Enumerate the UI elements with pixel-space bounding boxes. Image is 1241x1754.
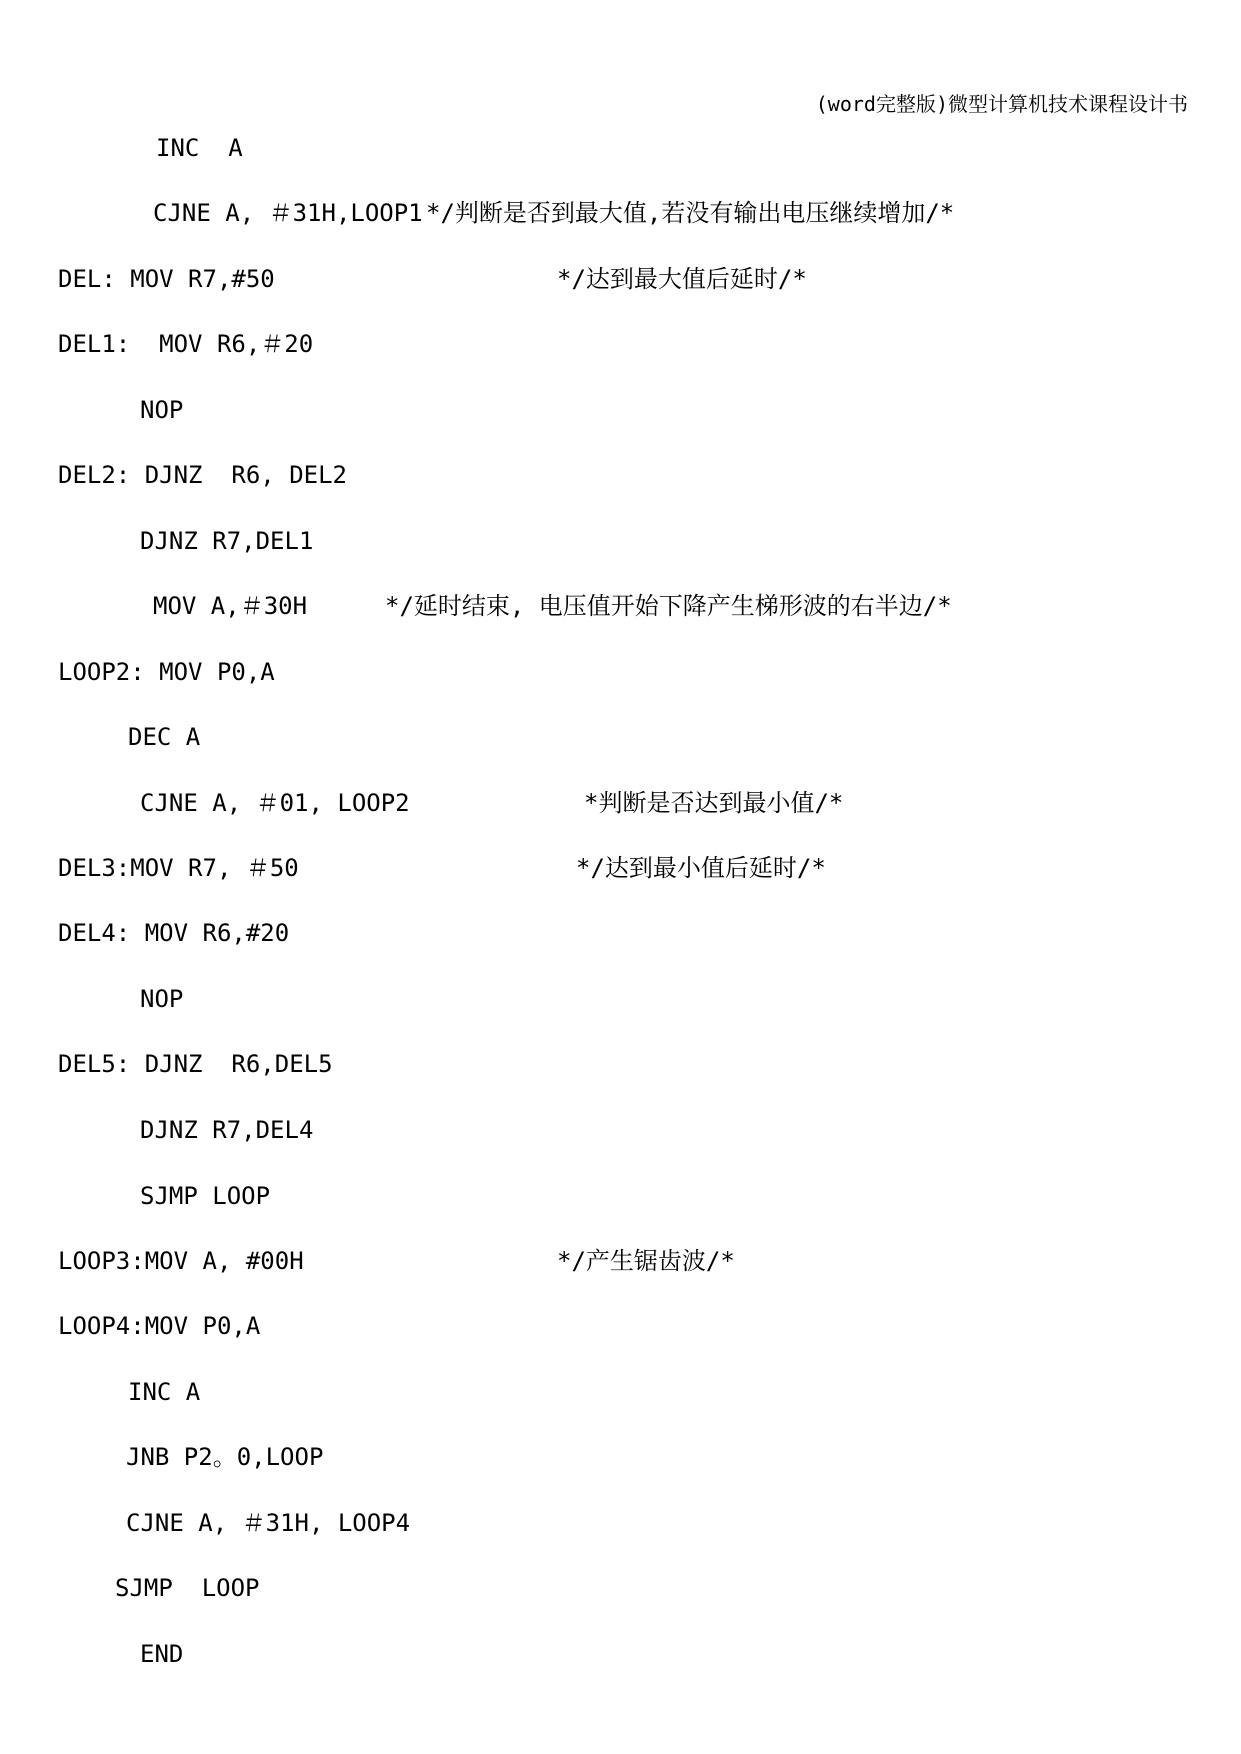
code-line bbox=[0, 526, 314, 556]
code-text: NOP bbox=[140, 396, 184, 424]
code-line bbox=[0, 395, 184, 425]
code-line bbox=[0, 853, 826, 883]
code-line bbox=[0, 1442, 324, 1472]
code-line bbox=[0, 722, 201, 752]
code-text: LOOP3:MOV A, #00H bbox=[58, 1247, 304, 1275]
code-text: CJNE A, ＃31H,LOOP1 bbox=[153, 199, 423, 227]
code-text: DEL1: MOV R6,＃20 bbox=[58, 330, 314, 358]
code-line bbox=[0, 591, 952, 621]
code-text: SJMP LOOP bbox=[115, 1574, 260, 1602]
code-line bbox=[0, 1181, 271, 1211]
code-line bbox=[0, 264, 807, 294]
code-text: DEL: MOV R7,#50 bbox=[58, 265, 275, 293]
code-line bbox=[0, 198, 955, 228]
code-text: MOV A,＃30H bbox=[153, 592, 308, 620]
code-text: INC A bbox=[156, 134, 243, 162]
code-line bbox=[0, 1639, 184, 1669]
code-text: DEL5: DJNZ R6,DEL5 bbox=[58, 1050, 333, 1078]
code-line bbox=[0, 788, 844, 818]
code-line bbox=[0, 1115, 314, 1145]
code-line bbox=[0, 1573, 260, 1603]
code-text: DEC A bbox=[128, 723, 201, 751]
code-text: DJNZ R7,DEL1 bbox=[140, 527, 314, 555]
code-text: LOOP4:MOV P0,A bbox=[58, 1312, 261, 1340]
code-text: SJMP LOOP bbox=[140, 1182, 271, 1210]
code-text: END bbox=[140, 1640, 184, 1668]
code-line bbox=[0, 918, 290, 948]
code-line bbox=[0, 460, 347, 490]
code-text: DEL2: DJNZ R6, DEL2 bbox=[58, 461, 347, 489]
code-line bbox=[0, 1049, 333, 1079]
code-text: CJNE A, ＃01, LOOP2 bbox=[140, 789, 410, 817]
code-text: DEL4: MOV R6,#20 bbox=[58, 919, 290, 947]
code-comment: */判断是否到最大值,若没有输出电压继续增加/* bbox=[426, 199, 955, 227]
code-line bbox=[0, 329, 314, 359]
code-comment: */延时结束, 电压值开始下降产生梯形波的右半边/* bbox=[385, 592, 952, 620]
code-text: NOP bbox=[140, 985, 184, 1013]
code-comment: *判断是否达到最小值/* bbox=[584, 789, 844, 817]
code-line bbox=[0, 657, 275, 687]
code-text: LOOP2: MOV P0,A bbox=[58, 658, 275, 686]
code-line bbox=[0, 133, 243, 163]
code-comment: */达到最小值后延时/* bbox=[576, 854, 826, 882]
page-header: (word完整版)微型计算机技术课程设计书 bbox=[815, 92, 1188, 116]
code-text: DEL3:MOV R7, ＃50 bbox=[58, 854, 299, 882]
code-text: JNB P2。0,LOOP bbox=[126, 1443, 324, 1471]
code-comment: */达到最大值后延时/* bbox=[557, 265, 807, 293]
code-line bbox=[0, 1246, 735, 1276]
code-text: DJNZ R7,DEL4 bbox=[140, 1116, 314, 1144]
code-line bbox=[0, 1377, 201, 1407]
code-text: INC A bbox=[128, 1378, 201, 1406]
code-text: CJNE A, ＃31H, LOOP4 bbox=[126, 1509, 411, 1537]
code-line bbox=[0, 1508, 411, 1538]
code-line bbox=[0, 984, 184, 1014]
code-comment: */产生锯齿波/* bbox=[557, 1247, 735, 1275]
code-line bbox=[0, 1311, 261, 1341]
